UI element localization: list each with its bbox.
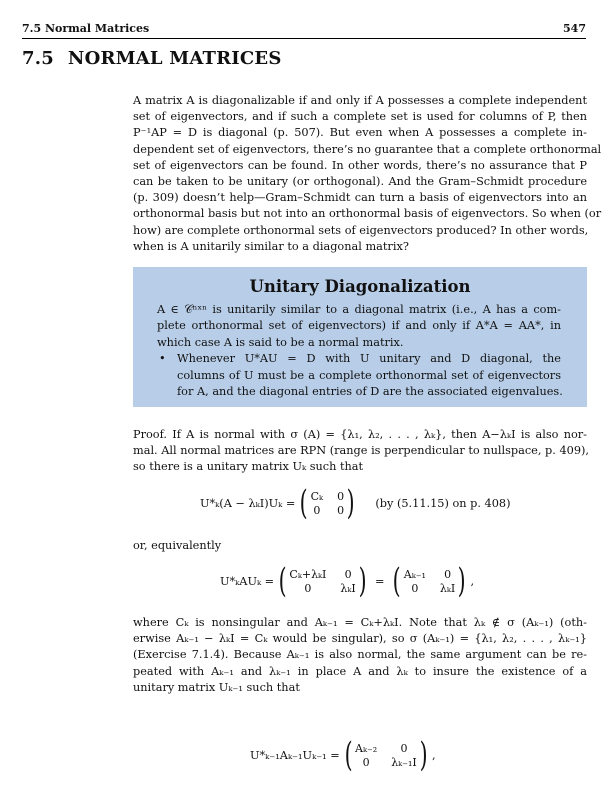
equation-trail: , <box>470 574 475 588</box>
text-line: when is A unitarily similar to a diagonal matrix? <box>133 239 409 253</box>
matrix-entry: 0 <box>444 567 452 581</box>
text-line: set of eigenvectors can be found. In other words, there’s no assurance that P <box>133 158 587 172</box>
equation-lhs: U*ₖ(A − λₖI)Uₖ = <box>200 496 296 510</box>
matrix-entry: λₖI <box>439 581 456 595</box>
text-line: erwise Aₖ₋₁ − λₖI = Cₖ would be singular), so σ (Aₖ₋₁) = {λ₁, λ₂, . . . , λₖ₋₁} <box>133 632 587 646</box>
matrix-entry: 0 <box>400 741 408 755</box>
text-line: unitary matrix Uₖ₋₁ such that <box>133 680 300 694</box>
matrix-entry: 0 <box>344 567 352 581</box>
text-line: (Exercise 7.1.4). Because Aₖ₋₁ is also normal, the same argument can be re- <box>133 648 587 662</box>
text-line: A matrix A is diagonalizable if and only if A possesses a complete independent <box>133 94 587 107</box>
matrix-entry: λₖ₋₁I <box>391 755 417 769</box>
matrix-entry: 0 <box>411 581 419 595</box>
bullet-marker: • <box>159 352 166 366</box>
theorem-box <box>133 267 587 407</box>
text-line: set of eigenvectors, and if such a complete set is used for columns of P, then <box>133 110 587 124</box>
matrix-entry: 0 <box>337 503 345 517</box>
equation-lhs: U*ₖ₋₁Aₖ₋₁Uₖ₋₁ = <box>250 748 340 762</box>
text-line: P⁻¹AP = D is diagonal (p. 507). But even when A possesses a complete in- <box>133 126 587 140</box>
matrix-entry: Cₖ+λₖI <box>289 567 327 581</box>
block-matrix: ( Cₖ+λₖI 0 0 λₖI ) <box>278 561 367 601</box>
matrix-entry: 0 <box>337 489 345 503</box>
matrix-entry: Cₖ <box>310 489 324 503</box>
equals-sign: = <box>375 574 385 588</box>
text-line: peated with Aₖ₋₁ and λₖ₋₁ in place A and λₖ to insure the existence of a <box>133 664 587 678</box>
text-line: how) are complete orthonormal sets of eigenvectors produced? In other words, <box>133 223 589 237</box>
block-matrix: ( Cₖ 0 0 0 ) <box>300 483 355 523</box>
where-paragraph <box>133 615 587 696</box>
text-line: where Cₖ is nonsingular and Aₖ₋₁ = Cₖ+λₖI. Note that λₖ ∉ σ (Aₖ₋₁) (oth- <box>133 616 587 629</box>
section-heading <box>22 48 282 69</box>
text-line: (p. 309) doesn’t help—Gram–Schmidt can turn a basis of eigenvectors into an <box>133 191 587 205</box>
intro-paragraph <box>133 93 602 255</box>
text-line: can be taken to be unitary (or orthogonal). And the Gram–Schmidt procedure <box>133 175 587 189</box>
matrix-entry: 0 <box>362 755 370 769</box>
text-line: A ∈ 𝒞ⁿˣⁿ is unitarily similar to a diagonal matrix (i.e., A has a com- <box>157 303 561 316</box>
matrix-entry: Aₖ₋₁ <box>403 567 426 581</box>
theorem-body <box>157 302 561 400</box>
block-matrix: ( Aₖ₋₁ 0 0 λₖI ) <box>393 561 466 601</box>
equation-1 <box>200 483 511 523</box>
matrix-entry: Aₖ₋₂ <box>355 741 378 755</box>
equation-3 <box>250 735 436 775</box>
text-line: mal. All normal matrices are RPN (range is perpendicular to nullspace, p. 409), <box>133 444 590 458</box>
text-line: columns of U must be a complete orthonormal set of eigenvectors <box>177 368 561 382</box>
text-line: for A, and the diagonal entries of D are the associated eigenvalues. <box>177 385 563 399</box>
equation-2 <box>220 561 475 601</box>
matrix-entry: 0 <box>313 503 321 517</box>
section-number: 7.5 <box>22 48 54 69</box>
block-matrix: ( Aₖ₋₂ 0 0 λₖ₋₁I ) <box>344 735 428 775</box>
text-line: plete orthonormal set of eigenvectors) if and only if A*A = AA*, in <box>157 319 561 333</box>
text-line: or, equivalently <box>133 539 222 552</box>
equation-trail: , <box>432 748 436 762</box>
running-header-section: 7.5 Normal Matrices <box>22 22 150 35</box>
equation-reference: (by (5.11.15) on p. 408) <box>375 496 511 510</box>
theorem-bullet-item <box>159 351 563 400</box>
theorem-title: Unitary Diagonalization <box>249 277 471 296</box>
equation-lhs: U*ₖAUₖ = <box>220 574 275 588</box>
matrix-entry: λₖI <box>340 581 356 595</box>
text-line: Whenever U*AU = D with U unitary and D diagonal, the <box>177 352 561 366</box>
page-number: 547 <box>563 22 586 35</box>
text-line: which case A is said to be a normal matrix. <box>157 335 404 349</box>
proof-paragraph <box>133 427 590 476</box>
or-equivalently-line <box>133 538 587 554</box>
text-line: Proof. If A is normal with σ (A) = {λ₁, λ₂, . . . , λₖ}, then A−λₖI is also nor- <box>133 428 587 441</box>
text-line: so there is a unitary matrix Uₖ such that <box>133 460 364 474</box>
text-line: dependent set of eigenvectors, there’s no guarantee that a complete orthonormal <box>133 142 602 156</box>
text-line: orthonormal basis but not into an orthonormal basis of eigenvectors. So when (or <box>133 207 602 221</box>
header-rule <box>22 38 586 39</box>
matrix-entry: 0 <box>304 581 312 595</box>
section-title: NORMAL MATRICES <box>67 48 282 69</box>
